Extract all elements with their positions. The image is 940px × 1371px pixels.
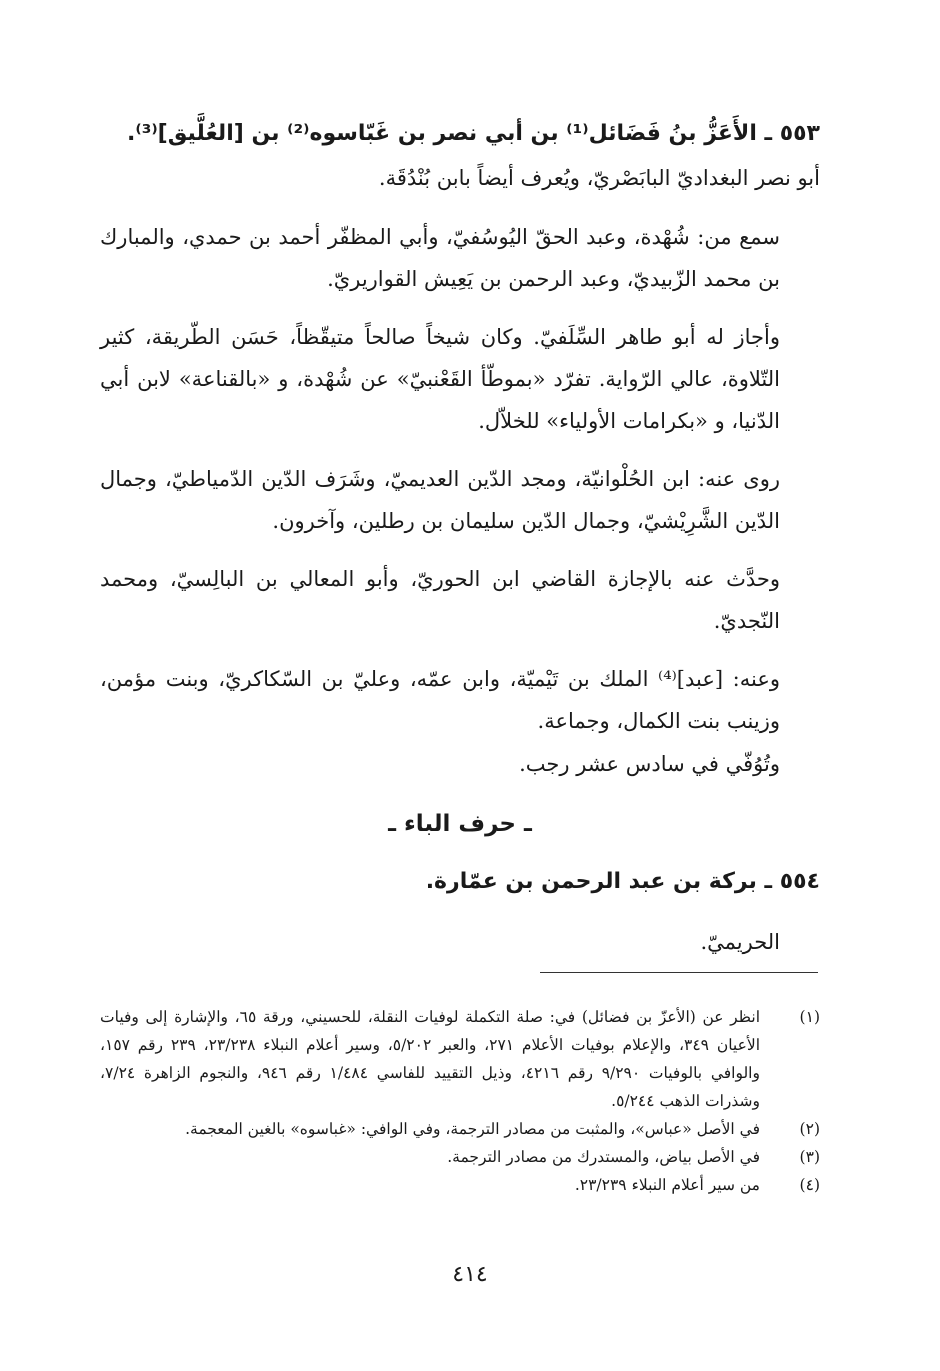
footnote-text: انظر عن (الأعزّ بن فضائل) في: صلة التكملة لوفيات النقلة، للحسيني، ورقة ٦٥، والإشارة إلى وفيات الأعيان ٣٤٩، والإعلام بوفيات الأعلام ٢٧١، والعبر ٥/٢٠٢، وسير أعلام النبلاء ٢٣/٢٣٨، ٢٣٩ رقم ١٥٧، والوافي بالوفيات ٩/٢٩٠ رقم ٤٢١٦، وذيل التقييد للفاسي ١/٤٨٤ رقم ٩٤٦، والنجوم الزاهرة ٧/٢٤، وشذرات الذهب ٥/٢٤٤. xyxy=(100,1008,760,1110)
entry-553-heading: ٥٥٣ ـ الأَعَزُّ بنُ فَضَائل⁽¹⁾ بن أبي نصر بن غَبّاسوه⁽²⁾ بن [العُلَّيق]⁽³⁾. xyxy=(126,121,820,146)
footnote-text: في الأصل بياض، والمستدرك من مصادر الترجمة. xyxy=(447,1148,760,1166)
section-title: ـ حرف الباء ـ xyxy=(388,811,532,837)
entry-553-teachers: سمع من: شُهْدة، وعبد الحقّ اليُوسُفيّ، وأبي المظفّر أحمد بن حمدي، والمبارك بن محمد الزّبيديّ، وعبد الرحمن بن يَعِيش القواريريّ. xyxy=(100,225,780,291)
footnote-number: (٤) xyxy=(799,1176,820,1194)
entry-553-ijaza: وأجاز له أبو طاهر السِّلَفيّ. وكان شيخاً صالحاً متيقّظاً، حَسَن الطّريقة، كثير التّلاوة، عالي الرّواية. تفرّد «بموطّأ القَعْنبيّ» عن شُهْدة، و «بالقناعة» لابن أبي الدّنيا، و «بكرامات الأولياء» للخلاّل. xyxy=(100,325,780,433)
footnote-text: من سير أعلام النبلاء ٢٣/٢٣٩. xyxy=(574,1176,760,1194)
page-body xyxy=(100,112,820,964)
entry-554-nisba: الحريميّ. xyxy=(700,930,780,954)
footnote xyxy=(100,1115,820,1143)
entry-553-students: روى عنه: ابن الحُلْوانيّة، ومجد الدّين العديميّ، وشَرَف الدّين الدّمياطيّ، وجمال الدّين الشَّرِيْشيّ، وجمال الدّين سليمان بن رطلين، وآخرون. xyxy=(100,467,780,533)
entry-553-others: وعنه: [عبد]⁽⁴⁾ الملك بن تَيْميّة، وابن عمّه، وعليّ بن السّكاكريّ، وبنت مؤمن، وزينب بنت الكمال، وجماعة. xyxy=(100,667,781,733)
footnote-divider xyxy=(540,972,818,973)
entry-554-heading: ٥٥٤ ـ بركة بن عبد الرحمن بن عمّارة. xyxy=(425,869,820,894)
footnote xyxy=(100,1003,820,1115)
footnote-number: (١) xyxy=(799,1008,820,1026)
footnote-number: (٣) xyxy=(799,1148,820,1166)
entry-553-kunya: أبو نصر البغداديّ البابَصْريّ، ويُعرف أيضاً بابن بُنْدُقَة. xyxy=(378,166,820,190)
footnotes xyxy=(100,1003,820,1199)
page-number: ٤١٤ xyxy=(452,1262,488,1287)
footnote xyxy=(100,1171,820,1199)
footnote-text: في الأصل «عباس»، والمثبت من مصادر الترجمة، وفي الوافي: «غباسوه» بالغين المعجمة. xyxy=(185,1120,760,1138)
entry-553-death: وتُوُفّي في سادس عشر رجب. xyxy=(519,752,780,776)
entry-553-ijaza-narrators: وحدَّث عنه بالإجازة القاضي ابن الحوريّ، وأبو المعالي بن البالِسيّ، ومحمد النّجديّ. xyxy=(100,567,780,633)
footnote xyxy=(100,1143,820,1171)
footnote-number: (٢) xyxy=(799,1120,820,1138)
